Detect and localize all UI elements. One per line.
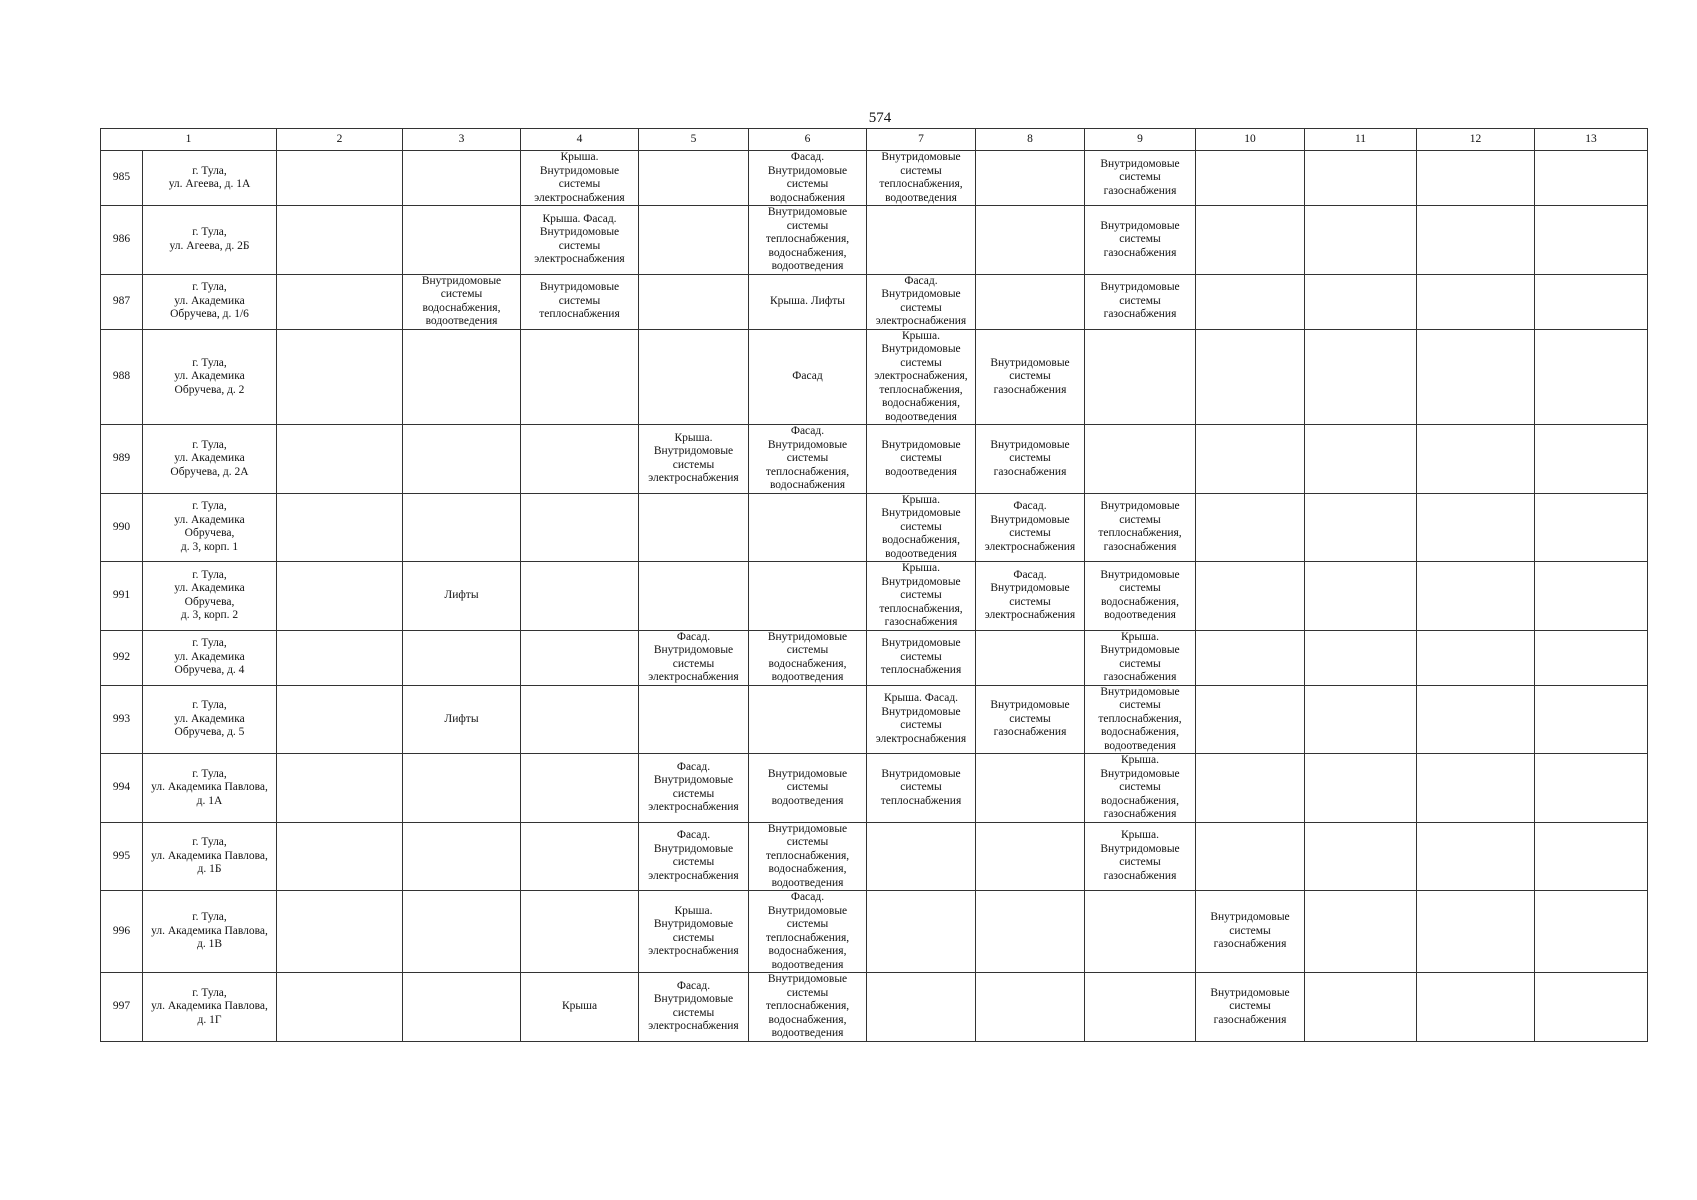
work-cell-col-6: Фасад bbox=[749, 329, 867, 425]
work-cell-col-3: Лифты bbox=[403, 562, 521, 631]
column-header-6: 6 bbox=[749, 129, 867, 151]
work-cell-col-5 bbox=[639, 274, 749, 329]
work-cell-col-7: Внутридомовые системы теплоснабжения, водоотведения bbox=[867, 151, 976, 206]
work-cell-col-9: Внутридомовые системы газоснабжения bbox=[1085, 274, 1196, 329]
work-cell-col-5 bbox=[639, 329, 749, 425]
work-cell-col-9: Внутридомовые системы теплоснабжения, газоснабжения bbox=[1085, 493, 1196, 562]
row-number: 987 bbox=[101, 274, 143, 329]
work-cell-col-6: Внутридомовые системы водоотведения bbox=[749, 754, 867, 823]
work-cell-col-13 bbox=[1535, 685, 1648, 754]
work-cell-col-6: Фасад. Внутридомовые системы водоснабжения bbox=[749, 151, 867, 206]
work-cell-col-12 bbox=[1417, 274, 1535, 329]
work-cell-col-3 bbox=[403, 891, 521, 973]
work-cell-col-13 bbox=[1535, 562, 1648, 631]
work-cell-col-10 bbox=[1196, 329, 1305, 425]
row-number: 986 bbox=[101, 206, 143, 275]
column-header-10: 10 bbox=[1196, 129, 1305, 151]
work-cell-col-8 bbox=[976, 822, 1085, 891]
column-header-13: 13 bbox=[1535, 129, 1648, 151]
work-cell-col-10 bbox=[1196, 685, 1305, 754]
work-cell-col-10 bbox=[1196, 274, 1305, 329]
work-cell-col-3 bbox=[403, 206, 521, 275]
work-cell-col-3 bbox=[403, 329, 521, 425]
work-cell-col-9: Крыша. Внутридомовые системы газоснабжения bbox=[1085, 822, 1196, 891]
work-cell-col-2 bbox=[277, 973, 403, 1042]
work-cell-col-11 bbox=[1305, 493, 1417, 562]
address-cell: г. Тула, ул. Академика Павлова, д. 1Г bbox=[143, 973, 277, 1042]
work-cell-col-11 bbox=[1305, 329, 1417, 425]
work-cell-col-2 bbox=[277, 754, 403, 823]
address-cell: г. Тула, ул. Академика Павлова, д. 1А bbox=[143, 754, 277, 823]
address-cell: г. Тула, ул. Академика Обручева, д. 5 bbox=[143, 685, 277, 754]
address-cell: г. Тула, ул. Академика Павлова, д. 1Б bbox=[143, 822, 277, 891]
work-cell-col-7 bbox=[867, 973, 976, 1042]
work-cell-col-4 bbox=[521, 685, 639, 754]
work-cell-col-5: Фасад. Внутридомовые системы электроснабжения bbox=[639, 822, 749, 891]
work-cell-col-13 bbox=[1535, 630, 1648, 685]
address-cell: г. Тула, ул. Академика Обручева, д. 3, корп. 2 bbox=[143, 562, 277, 631]
address-cell: г. Тула, ул. Агеева, д. 1А bbox=[143, 151, 277, 206]
work-cell-col-9: Крыша. Внутридомовые системы водоснабжения, газоснабжения bbox=[1085, 754, 1196, 823]
work-cell-col-2 bbox=[277, 685, 403, 754]
work-cell-col-7: Крыша. Внутридомовые системы теплоснабжения, газоснабжения bbox=[867, 562, 976, 631]
work-cell-col-7: Крыша. Фасад. Внутридомовые системы электроснабжения bbox=[867, 685, 976, 754]
table-row bbox=[101, 973, 1648, 1042]
work-cell-col-8 bbox=[976, 151, 1085, 206]
work-cell-col-10 bbox=[1196, 822, 1305, 891]
work-cell-col-3 bbox=[403, 493, 521, 562]
work-cell-col-6: Внутридомовые системы теплоснабжения, водоснабжения, водоотведения bbox=[749, 206, 867, 275]
row-number: 996 bbox=[101, 891, 143, 973]
work-cell-col-4: Крыша bbox=[521, 973, 639, 1042]
work-cell-col-10 bbox=[1196, 206, 1305, 275]
work-cell-col-8 bbox=[976, 206, 1085, 275]
work-cell-col-5 bbox=[639, 493, 749, 562]
work-cell-col-3 bbox=[403, 822, 521, 891]
work-cell-col-9: Крыша. Внутридомовые системы газоснабжения bbox=[1085, 630, 1196, 685]
work-cell-col-4: Крыша. Фасад. Внутридомовые системы электроснабжения bbox=[521, 206, 639, 275]
work-cell-col-8 bbox=[976, 754, 1085, 823]
work-cell-col-7 bbox=[867, 891, 976, 973]
work-cell-col-3: Внутридомовые системы водоснабжения, водоотведения bbox=[403, 274, 521, 329]
work-cell-col-6 bbox=[749, 493, 867, 562]
work-cell-col-2 bbox=[277, 822, 403, 891]
work-cell-col-8: Внутридомовые системы газоснабжения bbox=[976, 685, 1085, 754]
address-cell: г. Тула, ул. Академика Павлова, д. 1В bbox=[143, 891, 277, 973]
work-cell-col-2 bbox=[277, 891, 403, 973]
work-cell-col-11 bbox=[1305, 274, 1417, 329]
work-cell-col-2 bbox=[277, 425, 403, 494]
column-header-3: 3 bbox=[403, 129, 521, 151]
work-cell-col-10: Внутридомовые системы газоснабжения bbox=[1196, 973, 1305, 1042]
work-cell-col-11 bbox=[1305, 562, 1417, 631]
work-cell-col-6: Крыша. Лифты bbox=[749, 274, 867, 329]
work-cell-col-12 bbox=[1417, 754, 1535, 823]
work-cell-col-2 bbox=[277, 206, 403, 275]
work-cell-col-6: Внутридомовые системы водоснабжения, водоотведения bbox=[749, 630, 867, 685]
work-cell-col-2 bbox=[277, 329, 403, 425]
row-number: 985 bbox=[101, 151, 143, 206]
work-cell-col-12 bbox=[1417, 493, 1535, 562]
table-row bbox=[101, 274, 1648, 329]
column-header-11: 11 bbox=[1305, 129, 1417, 151]
work-cell-col-4 bbox=[521, 630, 639, 685]
work-cell-col-8 bbox=[976, 630, 1085, 685]
work-cell-col-3 bbox=[403, 151, 521, 206]
table-row bbox=[101, 151, 1648, 206]
work-cell-col-13 bbox=[1535, 973, 1648, 1042]
work-cell-col-5: Фасад. Внутридомовые системы электроснабжения bbox=[639, 973, 749, 1042]
address-cell: г. Тула, ул. Академика Обручева, д. 2А bbox=[143, 425, 277, 494]
table-row bbox=[101, 822, 1648, 891]
work-cell-col-12 bbox=[1417, 891, 1535, 973]
work-cell-col-5 bbox=[639, 562, 749, 631]
work-cell-col-12 bbox=[1417, 562, 1535, 631]
work-cell-col-7 bbox=[867, 822, 976, 891]
work-cell-col-5 bbox=[639, 685, 749, 754]
row-number: 991 bbox=[101, 562, 143, 631]
page-number: 574 bbox=[868, 110, 892, 126]
work-cell-col-11 bbox=[1305, 206, 1417, 275]
work-cell-col-5: Фасад. Внутридомовые системы электроснабжения bbox=[639, 754, 749, 823]
table-row bbox=[101, 493, 1648, 562]
work-cell-col-4: Внутридомовые системы теплоснабжения bbox=[521, 274, 639, 329]
table-header bbox=[101, 129, 1648, 151]
work-cell-col-6 bbox=[749, 685, 867, 754]
work-cell-col-11 bbox=[1305, 425, 1417, 494]
work-cell-col-2 bbox=[277, 151, 403, 206]
work-cell-col-5 bbox=[639, 206, 749, 275]
header-row bbox=[101, 129, 1648, 151]
table-row bbox=[101, 329, 1648, 425]
work-cell-col-9 bbox=[1085, 973, 1196, 1042]
work-cell-col-10 bbox=[1196, 151, 1305, 206]
work-cell-col-8 bbox=[976, 274, 1085, 329]
column-header-7: 7 bbox=[867, 129, 976, 151]
work-cell-col-5: Крыша. Внутридомовые системы электроснабжения bbox=[639, 891, 749, 973]
work-cell-col-8: Фасад. Внутридомовые системы электроснабжения bbox=[976, 493, 1085, 562]
work-cell-col-7: Фасад. Внутридомовые системы электроснабжения bbox=[867, 274, 976, 329]
work-cell-col-4 bbox=[521, 493, 639, 562]
work-cell-col-4 bbox=[521, 891, 639, 973]
work-cell-col-7: Крыша. Внутридомовые системы водоснабжения, водоотведения bbox=[867, 493, 976, 562]
table-row bbox=[101, 206, 1648, 275]
work-cell-col-7 bbox=[867, 206, 976, 275]
work-cell-col-12 bbox=[1417, 206, 1535, 275]
work-cell-col-13 bbox=[1535, 329, 1648, 425]
row-number: 995 bbox=[101, 822, 143, 891]
work-cell-col-9: Внутридомовые системы газоснабжения bbox=[1085, 151, 1196, 206]
table-row bbox=[101, 685, 1648, 754]
work-cell-col-3 bbox=[403, 630, 521, 685]
work-cell-col-3 bbox=[403, 973, 521, 1042]
work-cell-col-11 bbox=[1305, 151, 1417, 206]
work-cell-col-11 bbox=[1305, 685, 1417, 754]
column-header-8: 8 bbox=[976, 129, 1085, 151]
work-cell-col-13 bbox=[1535, 891, 1648, 973]
row-number: 988 bbox=[101, 329, 143, 425]
work-cell-col-10 bbox=[1196, 562, 1305, 631]
row-number: 994 bbox=[101, 754, 143, 823]
work-cell-col-11 bbox=[1305, 630, 1417, 685]
row-number: 997 bbox=[101, 973, 143, 1042]
work-cell-col-7: Внутридомовые системы теплоснабжения bbox=[867, 754, 976, 823]
work-cell-col-10: Внутридомовые системы газоснабжения bbox=[1196, 891, 1305, 973]
work-cell-col-13 bbox=[1535, 754, 1648, 823]
work-cell-col-11 bbox=[1305, 891, 1417, 973]
table-row bbox=[101, 630, 1648, 685]
work-cell-col-9: Внутридомовые системы теплоснабжения, водоснабжения, водоотведения bbox=[1085, 685, 1196, 754]
work-cell-col-4 bbox=[521, 562, 639, 631]
row-number: 990 bbox=[101, 493, 143, 562]
work-cell-col-4 bbox=[521, 425, 639, 494]
work-cell-col-2 bbox=[277, 274, 403, 329]
address-cell: г. Тула, ул. Академика Обручева, д. 4 bbox=[143, 630, 277, 685]
address-cell: г. Тула, ул. Академика Обручева, д. 1/6 bbox=[143, 274, 277, 329]
work-cell-col-11 bbox=[1305, 973, 1417, 1042]
work-cell-col-5: Фасад. Внутридомовые системы электроснабжения bbox=[639, 630, 749, 685]
work-cell-col-8: Внутридомовые системы газоснабжения bbox=[976, 329, 1085, 425]
work-cell-col-13 bbox=[1535, 493, 1648, 562]
work-cell-col-10 bbox=[1196, 493, 1305, 562]
work-cell-col-10 bbox=[1196, 754, 1305, 823]
work-cell-col-11 bbox=[1305, 822, 1417, 891]
row-number: 993 bbox=[101, 685, 143, 754]
work-cell-col-9: Внутридомовые системы газоснабжения bbox=[1085, 206, 1196, 275]
work-cell-col-8: Внутридомовые системы газоснабжения bbox=[976, 425, 1085, 494]
work-cell-col-5: Крыша. Внутридомовые системы электроснабжения bbox=[639, 425, 749, 494]
work-cell-col-12 bbox=[1417, 685, 1535, 754]
work-cell-col-9 bbox=[1085, 425, 1196, 494]
address-cell: г. Тула, ул. Агеева, д. 2Б bbox=[143, 206, 277, 275]
repair-schedule-table bbox=[100, 128, 1648, 1042]
work-cell-col-10 bbox=[1196, 425, 1305, 494]
work-cell-col-4 bbox=[521, 754, 639, 823]
address-cell: г. Тула, ул. Академика Обручева, д. 2 bbox=[143, 329, 277, 425]
work-cell-col-11 bbox=[1305, 754, 1417, 823]
work-cell-col-4 bbox=[521, 329, 639, 425]
table-row bbox=[101, 562, 1648, 631]
work-cell-col-13 bbox=[1535, 822, 1648, 891]
work-cell-col-3: Лифты bbox=[403, 685, 521, 754]
work-cell-col-12 bbox=[1417, 973, 1535, 1042]
work-cell-col-12 bbox=[1417, 822, 1535, 891]
work-cell-col-6: Внутридомовые системы теплоснабжения, водоснабжения, водоотведения bbox=[749, 973, 867, 1042]
work-cell-col-2 bbox=[277, 562, 403, 631]
work-cell-col-2 bbox=[277, 493, 403, 562]
work-cell-col-6: Фасад. Внутридомовые системы теплоснабжения, водоснабжения, водоотведения bbox=[749, 891, 867, 973]
work-cell-col-13 bbox=[1535, 425, 1648, 494]
work-cell-col-12 bbox=[1417, 329, 1535, 425]
table-row bbox=[101, 891, 1648, 973]
column-header-4: 4 bbox=[521, 129, 639, 151]
table-row bbox=[101, 754, 1648, 823]
work-cell-col-7: Внутридомовые системы водоотведения bbox=[867, 425, 976, 494]
work-cell-col-8: Фасад. Внутридомовые системы электроснабжения bbox=[976, 562, 1085, 631]
work-cell-col-12 bbox=[1417, 630, 1535, 685]
column-header-12: 12 bbox=[1417, 129, 1535, 151]
address-cell: г. Тула, ул. Академика Обручева, д. 3, корп. 1 bbox=[143, 493, 277, 562]
column-header-2: 2 bbox=[277, 129, 403, 151]
work-cell-col-13 bbox=[1535, 274, 1648, 329]
work-cell-col-6 bbox=[749, 562, 867, 631]
work-cell-col-3 bbox=[403, 425, 521, 494]
work-cell-col-2 bbox=[277, 630, 403, 685]
table-row bbox=[101, 425, 1648, 494]
column-header-5: 5 bbox=[639, 129, 749, 151]
work-cell-col-9 bbox=[1085, 891, 1196, 973]
work-cell-col-8 bbox=[976, 891, 1085, 973]
column-header-1: 1 bbox=[101, 129, 277, 151]
work-cell-col-5 bbox=[639, 151, 749, 206]
work-cell-col-12 bbox=[1417, 151, 1535, 206]
work-cell-col-12 bbox=[1417, 425, 1535, 494]
table-body bbox=[101, 151, 1648, 1042]
work-cell-col-10 bbox=[1196, 630, 1305, 685]
work-cell-col-6: Фасад. Внутридомовые системы теплоснабжения, водоснабжения bbox=[749, 425, 867, 494]
work-cell-col-13 bbox=[1535, 206, 1648, 275]
work-cell-col-4: Крыша. Внутридомовые системы электроснабжения bbox=[521, 151, 639, 206]
row-number: 992 bbox=[101, 630, 143, 685]
work-cell-col-3 bbox=[403, 754, 521, 823]
work-cell-col-4 bbox=[521, 822, 639, 891]
row-number: 989 bbox=[101, 425, 143, 494]
work-cell-col-7: Крыша. Внутридомовые системы электроснабжения, теплоснабжения, водоснабжения, водоотведения bbox=[867, 329, 976, 425]
work-cell-col-6: Внутридомовые системы теплоснабжения, водоснабжения, водоотведения bbox=[749, 822, 867, 891]
work-cell-col-8 bbox=[976, 973, 1085, 1042]
work-cell-col-7: Внутридомовые системы теплоснабжения bbox=[867, 630, 976, 685]
column-header-9: 9 bbox=[1085, 129, 1196, 151]
work-cell-col-9: Внутридомовые системы водоснабжения, водоотведения bbox=[1085, 562, 1196, 631]
work-cell-col-9 bbox=[1085, 329, 1196, 425]
work-cell-col-13 bbox=[1535, 151, 1648, 206]
